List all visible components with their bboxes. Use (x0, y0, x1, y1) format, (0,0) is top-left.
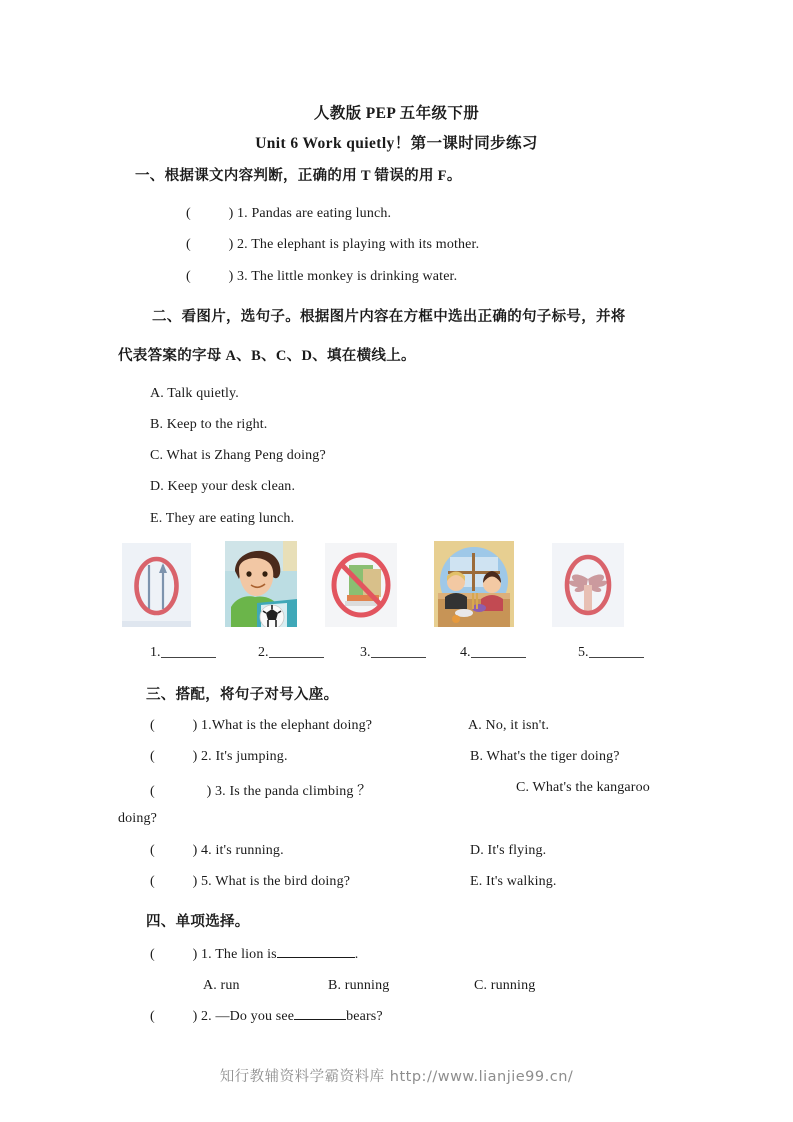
item-number: 2. (201, 1009, 212, 1024)
picture-boy-reading-book (225, 541, 297, 627)
answer-parentheses[interactable]: ( ) (150, 784, 212, 799)
item-text: The little monkey is drinking water. (251, 269, 458, 284)
section-1-item-1 (186, 206, 391, 222)
item-number: 3. (237, 269, 248, 284)
item-number: 4. (201, 843, 212, 858)
section-2-heading-line2: 代表答案的字母 A、B、C、D、填在横线上。 (118, 348, 416, 364)
section-4-question-2 (150, 1009, 383, 1025)
section-4-question-1 (150, 947, 358, 963)
answer-parentheses[interactable]: ( ) (150, 874, 198, 889)
section-1-item-2 (186, 237, 479, 253)
answer-parentheses[interactable]: ( ) (150, 749, 198, 764)
page-title-line2: Unit 6 Work quietly！第一课时同步练习 (255, 135, 538, 152)
answer-parentheses[interactable]: ( ) (186, 237, 234, 252)
item-number: 1. (237, 206, 248, 221)
section-4-q1-choice-b[interactable]: B. running (328, 978, 390, 993)
question-stem: —Do you see (215, 1009, 295, 1024)
section-3-right-d: D. It's flying. (470, 843, 547, 858)
footer-watermark: 知行教辅资料学霸资料库 http://www.lianjie99.cn/ (219, 1069, 574, 1085)
item-text: What is the elephant doing? (211, 718, 373, 733)
picture-answer-blank-1[interactable] (150, 645, 216, 661)
section-3-right-b: B. What's the tiger doing? (470, 749, 620, 764)
item-number: 3. (215, 784, 226, 799)
item-text: Pandas are eating lunch. (251, 206, 392, 221)
picture-answer-blank-2[interactable] (258, 645, 324, 661)
section-4-heading: 四、单项选择。 (146, 914, 250, 930)
item-text: The elephant is playing with its mother. (251, 237, 480, 252)
picture-answer-blank-4[interactable] (460, 645, 526, 661)
picture-children-eating-lunch (434, 541, 514, 627)
item-text: It's jumping. (215, 749, 288, 764)
item-number: 2. (201, 749, 212, 764)
section-3-left-4 (150, 843, 284, 859)
page-title-line1: 人教版 PEP 五年级下册 (313, 105, 480, 122)
answer-parentheses[interactable]: ( ) (150, 718, 198, 733)
section-3-left-1 (150, 718, 372, 734)
section-3-left-3 (150, 780, 371, 800)
picture-answer-blank-3[interactable] (360, 645, 426, 661)
answer-parentheses[interactable]: ( ) (186, 206, 234, 221)
question-stem-end: bears? (346, 1009, 383, 1024)
blank-number: 1. (150, 645, 161, 660)
answer-parentheses[interactable]: ( ) (150, 843, 198, 858)
section-3-left-5 (150, 874, 350, 890)
section-3-right-e: E. It's walking. (470, 874, 557, 889)
item-text: Is the panda climbing ？ (229, 784, 372, 799)
picture-keep-to-the-right-sign (122, 543, 191, 627)
blank-number: 3. (360, 645, 371, 660)
answer-parentheses[interactable]: ( ) (150, 947, 198, 962)
section-3-heading: 三、搭配，将句子对号入座。 (146, 687, 339, 703)
picture-no-messy-desk-sign (325, 543, 397, 627)
item-text: What is the bird doing? (215, 874, 351, 889)
section-1-item-3 (186, 269, 457, 285)
question-stem: The lion is (215, 947, 277, 962)
question-stem-end: . (354, 947, 359, 962)
item-number: 2. (237, 237, 248, 252)
section-3-left-2 (150, 749, 288, 765)
section-3-right-c: C. What's the kangaroo (516, 780, 650, 795)
picture-no-loud-talking-sign (552, 543, 624, 627)
section-2-heading-line1: 二、看图片，选句子。根据图片内容在方框中选出正确的句子标号，并将 (152, 309, 626, 325)
blank-number: 2. (258, 645, 269, 660)
section-2-option-b: B. Keep to the right. (150, 417, 268, 432)
picture-answer-blank-5[interactable] (578, 645, 644, 661)
item-text: it's running. (215, 843, 284, 858)
item-number: 5. (201, 874, 212, 889)
item-number: 1. (201, 947, 212, 962)
section-4-q1-choice-a[interactable]: A. run (203, 978, 240, 993)
section-4-q1-choice-c[interactable]: C. running (474, 978, 536, 993)
section-2-option-e: E. They are eating lunch. (150, 511, 295, 526)
answer-parentheses[interactable]: ( ) (150, 1009, 198, 1024)
blank-number: 5. (578, 645, 589, 660)
fill-blank[interactable] (294, 1019, 346, 1020)
blank-number: 4. (460, 645, 471, 660)
section-3-right-c-cont: doing? (118, 811, 158, 826)
section-2-option-c: C. What is Zhang Peng doing? (150, 448, 326, 463)
answer-parentheses[interactable]: ( ) (186, 269, 234, 284)
section-2-option-a: A. Talk quietly. (150, 386, 239, 401)
section-3-right-a: A. No, it isn't. (468, 718, 550, 733)
section-1-heading: 一、根据课文内容判断，正确的用 T 错误的用 F。 (135, 168, 462, 184)
item-number: 1. (201, 718, 212, 733)
fill-blank[interactable] (277, 957, 355, 958)
section-2-option-d: D. Keep your desk clean. (150, 479, 296, 494)
